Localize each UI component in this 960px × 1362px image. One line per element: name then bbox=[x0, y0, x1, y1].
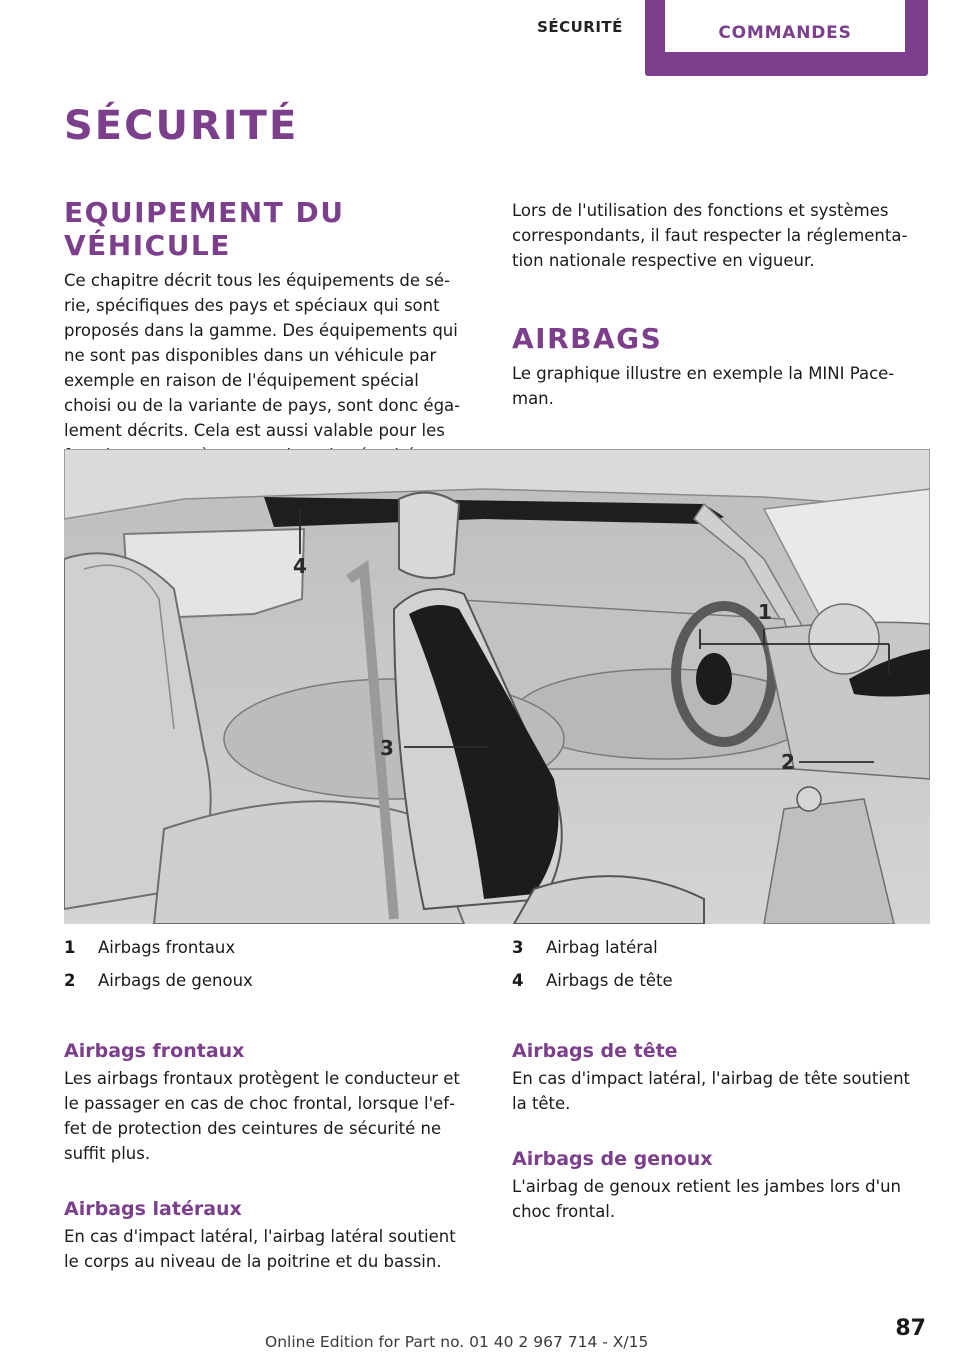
airbags-intro bbox=[512, 361, 928, 411]
legend-number: 2 bbox=[64, 971, 76, 990]
legend-label: Airbag latéral bbox=[546, 938, 658, 957]
airbags-section bbox=[512, 322, 928, 411]
text-line: Le graphique illustre en exemple la MINI Pace‐ bbox=[512, 364, 895, 383]
text-line: Les airbags frontaux protègent le conducteur et bbox=[64, 1069, 460, 1088]
header-tabs bbox=[0, 0, 960, 76]
legend-label: Airbags de tête bbox=[546, 971, 673, 990]
legend-number: 3 bbox=[512, 938, 524, 957]
chapter-title: SÉCURITÉ bbox=[64, 103, 299, 149]
text-line: suffit plus. bbox=[64, 1144, 151, 1163]
text-line: lement décrits. Cela est aussi valable pour les bbox=[64, 421, 445, 440]
airbag-illustration bbox=[64, 449, 930, 924]
legend-label: Airbags de genoux bbox=[98, 971, 253, 990]
frontal-airbags-title: Airbags frontaux bbox=[64, 1040, 245, 1062]
legend-label: Airbags frontaux bbox=[98, 938, 236, 957]
equipment-section bbox=[64, 196, 480, 468]
text-line: choisi ou de la variante de pays, sont donc éga‐ bbox=[64, 396, 461, 415]
text-line: ne sont pas disponibles dans un véhicule par bbox=[64, 346, 437, 365]
equipment-heading: EQUIPEMENT DU VÉHICULE bbox=[64, 196, 345, 262]
legend-number: 1 bbox=[64, 938, 76, 957]
knee-airbags-section bbox=[512, 1148, 928, 1224]
text-line: Ce chapitre décrit tous les équipements de sé‐ bbox=[64, 271, 450, 290]
text-line: Lors de l'utilisation des fonctions et systèmes bbox=[512, 201, 889, 220]
lateral-airbags-title: Airbags latéraux bbox=[64, 1198, 242, 1220]
text-line: le corps au niveau de la poitrine et du bassin. bbox=[64, 1252, 442, 1271]
callout-1: 1 bbox=[758, 600, 772, 624]
text-line: L'airbag de genoux retient les jambes lors d'un bbox=[512, 1177, 902, 1196]
text-line: correspondants, il faut respecter la réglementa‐ bbox=[512, 226, 908, 245]
head-airbags-title: Airbags de tête bbox=[512, 1040, 678, 1062]
car-interior-drawing bbox=[64, 449, 930, 924]
text-line: rie, spécifiques des pays et spéciaux qui sont bbox=[64, 296, 440, 315]
text-line: En cas d'impact latéral, l'airbag latéral soutient bbox=[64, 1227, 456, 1246]
text-line: man. bbox=[512, 389, 554, 408]
regulation-paragraph bbox=[512, 198, 928, 273]
knee-airbags-title: Airbags de genoux bbox=[512, 1148, 713, 1170]
callout-3: 3 bbox=[380, 736, 394, 760]
airbags-heading: AIRBAGS bbox=[512, 322, 663, 355]
text-line: En cas d'impact latéral, l'airbag de tête soutient bbox=[512, 1069, 911, 1088]
text-line: le passager en cas de choc frontal, lorsque l'ef‐ bbox=[64, 1094, 456, 1113]
tab-commandes[interactable]: COMMANDES bbox=[665, 0, 905, 52]
text-line: exemple en raison de l'équipement spécial bbox=[64, 371, 419, 390]
callout-4: 4 bbox=[293, 554, 307, 578]
page-number: 87 bbox=[895, 1316, 926, 1341]
text-line: choc frontal. bbox=[512, 1202, 616, 1221]
edition-footer: Online Edition for Part no. 01 40 2 967 714 - X/15 bbox=[265, 1333, 649, 1351]
legend-number: 4 bbox=[512, 971, 524, 990]
callout-2: 2 bbox=[781, 750, 795, 774]
text-line: fet de protection des ceintures de sécurité ne bbox=[64, 1119, 442, 1138]
lateral-airbags-section bbox=[64, 1198, 480, 1274]
head-airbags-section bbox=[512, 1040, 928, 1116]
frontal-airbags-section bbox=[64, 1040, 480, 1166]
text-line: la tête. bbox=[512, 1094, 571, 1113]
equipment-paragraph bbox=[64, 268, 480, 468]
tab-securite[interactable]: SÉCURITÉ bbox=[537, 18, 623, 36]
text-line: tion nationale respective en vigueur. bbox=[512, 251, 815, 270]
text-line: proposés dans la gamme. Des équipements qui bbox=[64, 321, 458, 340]
